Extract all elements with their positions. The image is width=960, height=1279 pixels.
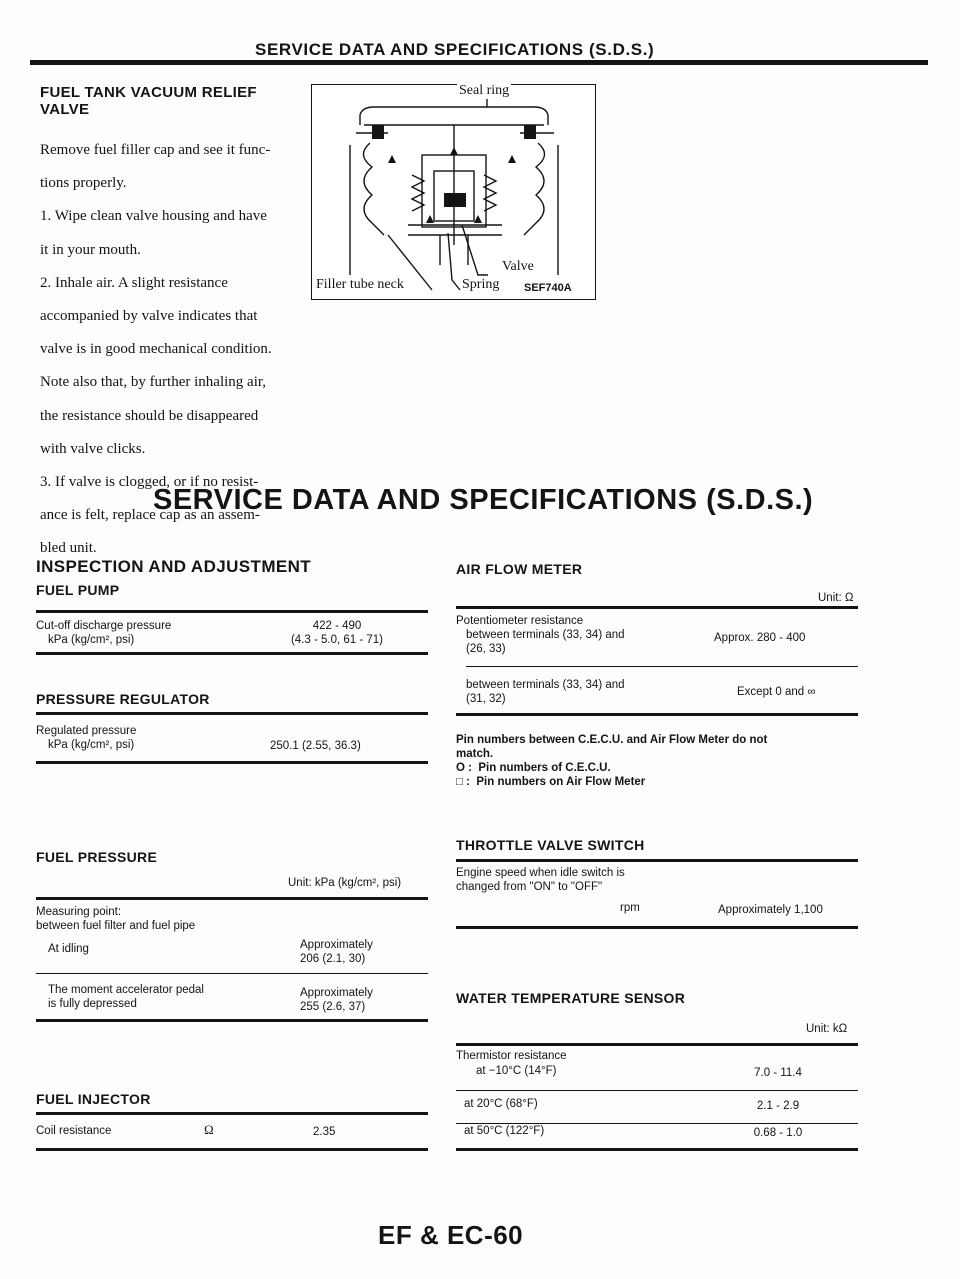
afm-note-symbol-square: □ : [456, 776, 470, 788]
page-number: EF & EC-60 [378, 1220, 524, 1250]
relief-valve-line: 2. Inhale air. A slight resistance [40, 274, 228, 291]
air-flow-meter-bottom-rule [456, 713, 858, 716]
water-temp-top-rule [456, 1043, 858, 1046]
afm-row2-label [466, 678, 625, 706]
pedal-label-line1: The moment accelerator pedal [48, 984, 204, 996]
fuel-injector-top-rule [36, 1112, 428, 1115]
fuel-pressure-top-rule [36, 897, 428, 900]
throttle-bottom-rule [456, 926, 858, 929]
measuring-point-line1: Measuring point: [36, 906, 122, 918]
relief-valve-line: tions properly. [40, 175, 127, 192]
water-temp-row-value: 2.1 - 2.9 [756, 1100, 800, 1112]
afm-note-symbol-circle: O : [456, 762, 472, 774]
relief-valve-line: the resistance should be disappeared [40, 407, 259, 424]
fuel-injector-value: 2.35 [313, 1126, 336, 1138]
afm-row1-label-line3: (26, 33) [466, 643, 506, 655]
running-header: SERVICE DATA AND SPECIFICATIONS (S.D.S.) [255, 40, 655, 59]
fuel-pump-label-line1: Cut-off discharge pressure [36, 620, 172, 632]
afm-row1-label [456, 614, 625, 656]
throttle-heading: THROTTLE VALVE SWITCH [456, 837, 645, 853]
fuel-pump-value-line2: (4.3 - 5.0, 61 - 71) [290, 634, 384, 646]
fuel-pump-value [272, 619, 402, 647]
afm-note-line3: Pin numbers of C.E.C.U. [478, 762, 611, 774]
pressure-regulator-bottom-rule [36, 761, 428, 764]
air-flow-meter-top-rule [456, 606, 858, 609]
afm-row1-label-line1: Potentiometer resistance [456, 615, 584, 627]
fuel-pump-label-line2: kPa (kg/cm², psi) [48, 634, 135, 646]
fuel-pressure-mid-rule [36, 973, 428, 974]
fuel-pressure-measuring-point [36, 905, 195, 933]
relief-heading-line1: FUEL TANK VACUUM RELIEF [40, 84, 257, 101]
relief-valve-line: 1. Wipe clean valve housing and have [40, 208, 267, 225]
relief-valve-line: Note also that, by further inhaling air, [40, 374, 267, 391]
idling-value-line1: Approximately [300, 939, 373, 951]
afm-note-line1: Pin numbers between C.E.C.U. and Air Flow Meter do not [456, 734, 768, 746]
measuring-point-line2: between fuel filter and fuel pipe [36, 920, 196, 932]
relief-valve-figure [311, 84, 596, 300]
water-temp-row-rule [456, 1090, 858, 1091]
afm-row2-label-line2: (31, 32) [466, 693, 506, 705]
fuel-pressure-bottom-rule [36, 1019, 428, 1022]
fuel-pressure-idling-label: At idling [48, 943, 89, 955]
relief-valve-cutaway-drawing [312, 85, 595, 299]
relief-valve-line: 3. If valve is clogged, or if no resist- [40, 474, 259, 491]
fuel-pump-value-line1: 422 - 490 [312, 620, 362, 632]
afm-row1-label-line2: between terminals (33, 34) and [466, 629, 625, 641]
fuel-pressure-unit: Unit: kPa (kg/cm², psi) [288, 877, 402, 889]
fuel-injector-label: Coil resistance [36, 1125, 112, 1137]
throttle-label-line2: changed from "ON" to "OFF" [456, 881, 603, 893]
figure-label-valve: Valve [502, 259, 534, 274]
fuel-injector-unit: Ω [204, 1122, 214, 1137]
throttle-value: Approximately 1,100 [718, 904, 823, 916]
relief-heading-line2: VALVE [40, 101, 90, 118]
relief-valve-line: valve is in good mechanical condition. [40, 341, 272, 358]
fuel-injector-bottom-rule [36, 1148, 428, 1151]
afm-mid-rule [466, 666, 858, 667]
fuel-pressure-heading: FUEL PRESSURE [36, 849, 158, 865]
relief-valve-line: accompanied by valve indicates that [40, 308, 258, 325]
pedal-value-line2: 255 (2.6, 37) [300, 1001, 366, 1013]
figure-code: SEF740A [524, 282, 572, 294]
pressure-regulator-top-rule [36, 712, 428, 715]
pressure-regulator-label [36, 724, 136, 752]
water-temp-heading: WATER TEMPERATURE SENSOR [456, 990, 686, 1006]
fuel-injector-heading: FUEL INJECTOR [36, 1091, 151, 1107]
relief-valve-line: bled unit. [40, 540, 97, 557]
fuel-pressure-pedal-value [300, 986, 373, 1014]
figure-label-spring: Spring [462, 277, 500, 292]
water-temp-label: Thermistor resistance [456, 1050, 567, 1062]
pedal-label-line2: is fully depressed [48, 998, 137, 1010]
relief-valve-line: Remove fuel filler cap and see it func- [40, 142, 271, 158]
afm-note-line2: match. [456, 748, 494, 760]
pedal-value-line1: Approximately [300, 987, 373, 999]
water-temp-row-value: 7.0 - 11.4 [754, 1067, 802, 1079]
section-title: SERVICE DATA AND SPECIFICATIONS (S.D.S.) [153, 484, 814, 516]
relief-valve-line: with valve clicks. [40, 440, 146, 457]
relief-valve-line: it in your mouth. [40, 241, 141, 258]
water-temp-row-temperature: at 50°C (122°F) [464, 1125, 545, 1137]
idling-value-line2: 206 (2.1, 30) [300, 953, 366, 965]
figure-label-seal-ring: Seal ring [459, 83, 510, 98]
afm-note-line4: Pin numbers on Air Flow Meter [476, 776, 646, 788]
fuel-pump-top-rule [36, 610, 428, 613]
water-temp-row-temperature: at −10°C (14°F) [476, 1065, 557, 1077]
throttle-unit: rpm [620, 902, 640, 914]
afm-row1-value: Approx. 280 - 400 [714, 632, 806, 644]
figure-label-filler-tube-neck: Filler tube neck [316, 277, 404, 292]
relief-valve-line: ance is felt, replace cap as an assem- [40, 507, 260, 524]
water-temp-row-value: 0.68 - 1.0 [753, 1127, 803, 1139]
header-rule [30, 60, 928, 65]
inspection-heading: INSPECTION AND ADJUSTMENT [36, 557, 312, 576]
fuel-pump-bottom-rule [36, 652, 428, 655]
throttle-label-line1: Engine speed when idle switch is [456, 867, 625, 879]
fuel-pump-heading: FUEL PUMP [36, 582, 120, 598]
pressure-regulator-label-line1: Regulated pressure [36, 725, 137, 737]
afm-row2-label-line1: between terminals (33, 34) and [466, 679, 625, 691]
water-temp-bottom-rule [456, 1148, 858, 1151]
throttle-top-rule [456, 859, 858, 862]
air-flow-meter-heading: AIR FLOW METER [456, 561, 583, 577]
water-temp-unit: Unit: kΩ [806, 1023, 848, 1035]
fuel-pressure-idling-value [300, 938, 373, 966]
afm-row2-value: Except 0 and ∞ [737, 686, 816, 698]
water-temp-row-temperature: at 20°C (68°F) [464, 1098, 538, 1110]
pressure-regulator-value: 250.1 (2.55, 36.3) [270, 740, 361, 752]
fuel-pressure-pedal-label [48, 983, 204, 1011]
throttle-label [456, 866, 625, 894]
pressure-regulator-label-line2: kPa (kg/cm², psi) [48, 739, 135, 751]
pressure-regulator-heading: PRESSURE REGULATOR [36, 691, 210, 707]
relief-valve-heading [40, 84, 257, 118]
afm-note [456, 733, 856, 789]
air-flow-meter-unit: Unit: Ω [818, 592, 854, 604]
fuel-pump-label [36, 619, 171, 647]
